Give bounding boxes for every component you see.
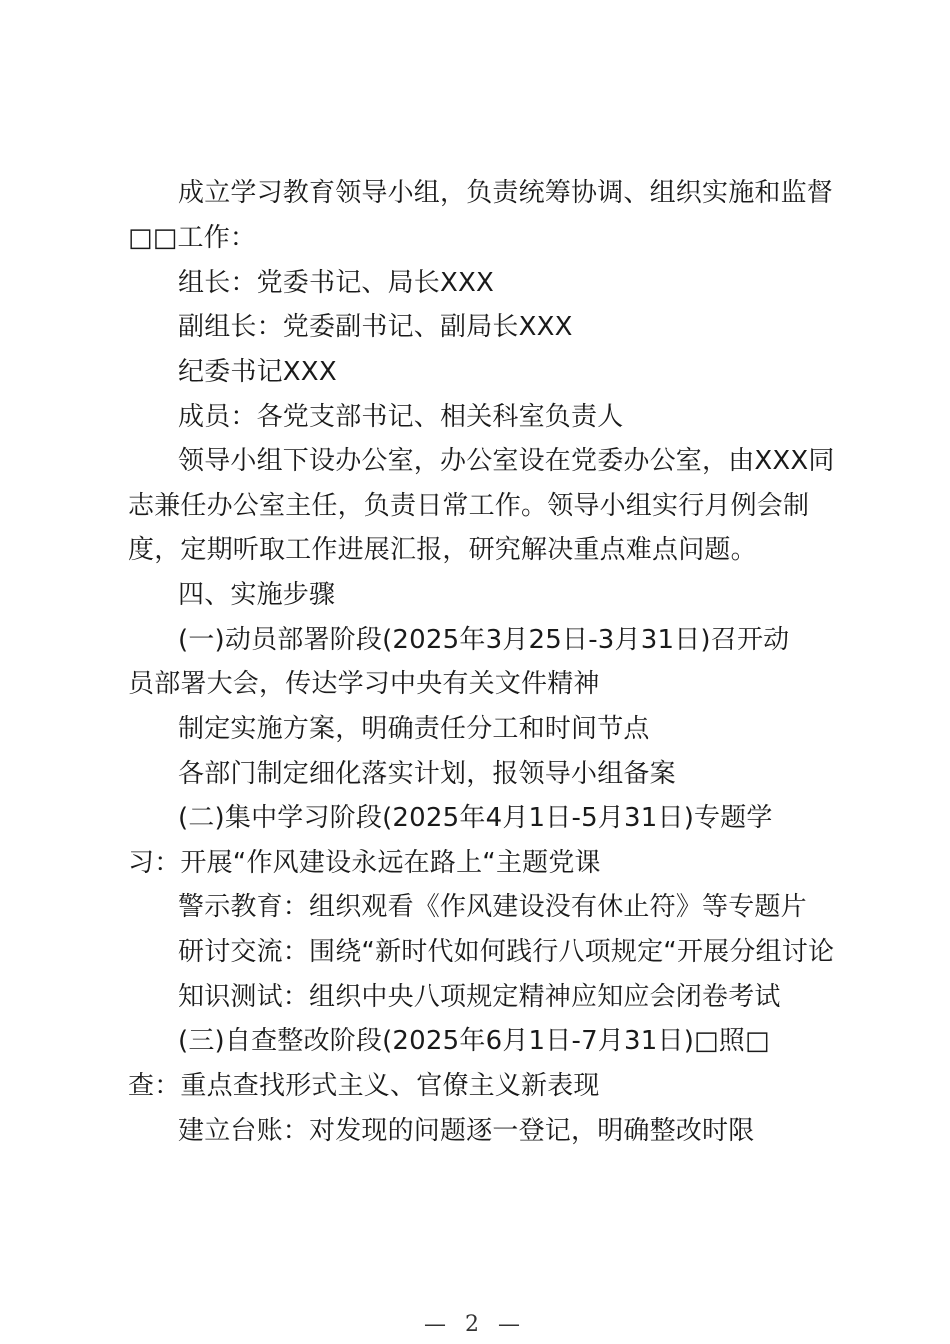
- text-line-21: 查：重点查找形式主义、官僚主义新表现: [128, 1071, 600, 1101]
- text-line-16: 习：开展“作风建设永远在路上“主题党课: [128, 848, 601, 878]
- text-line-3: 组长：党委书记、局长XXX: [178, 268, 495, 298]
- text-line-17: 警示教育：组织观看《作风建设没有休止符》等专题片: [178, 892, 807, 922]
- text-line-9: 度，定期听取工作进展汇报，研究解决重点难点问题。: [128, 535, 757, 565]
- text-line-19: 知识测试：组织中央八项规定精神应知应会闭卷考试: [178, 982, 781, 1012]
- text-line-5: 纪委书记XXX: [178, 357, 337, 387]
- text-line-11: (一)动员部署阶段(2025年3月25日-3月31日)召开动: [178, 625, 790, 655]
- text-line-1: 成立学习教育领导小组，负责统筹协调、组织实施和监督: [178, 178, 834, 208]
- text-line-4: 副组长：党委副书记、副局长XXX: [178, 312, 573, 342]
- text-line-15: (二)集中学习阶段(2025年4月1日-5月31日)专题学: [178, 803, 773, 833]
- text-line-8: 志兼任办公室主任，负责日常工作。领导小组实行月例会制: [128, 491, 810, 521]
- page-number: — 2 —: [424, 1312, 526, 1337]
- text-line-22: 建立台账：对发现的问题逐一登记，明确整改时限: [178, 1116, 755, 1146]
- text-line-13: 制定实施方案，明确责任分工和时间节点: [178, 714, 650, 744]
- text-line-14: 各部门制定细化落实计划，报领导小组备案: [178, 759, 676, 789]
- text-line-20: (三)自查整改阶段(2025年6月1日-7月31日)□照□: [178, 1026, 770, 1056]
- text-line-7: 领导小组下设办公室，办公室设在党委办公室，由XXX同: [178, 446, 835, 476]
- text-line-18: 研讨交流：围绕“新时代如何践行八项规定“开展分组讨论: [178, 937, 835, 967]
- text-line-12: 员部署大会，传达学习中央有关文件精神: [128, 669, 600, 699]
- text-line-2: □□工作：: [128, 223, 257, 253]
- text-line-6: 成员：各党支部书记、相关科室负责人: [178, 402, 624, 432]
- section-heading: 四、实施步骤: [178, 580, 336, 610]
